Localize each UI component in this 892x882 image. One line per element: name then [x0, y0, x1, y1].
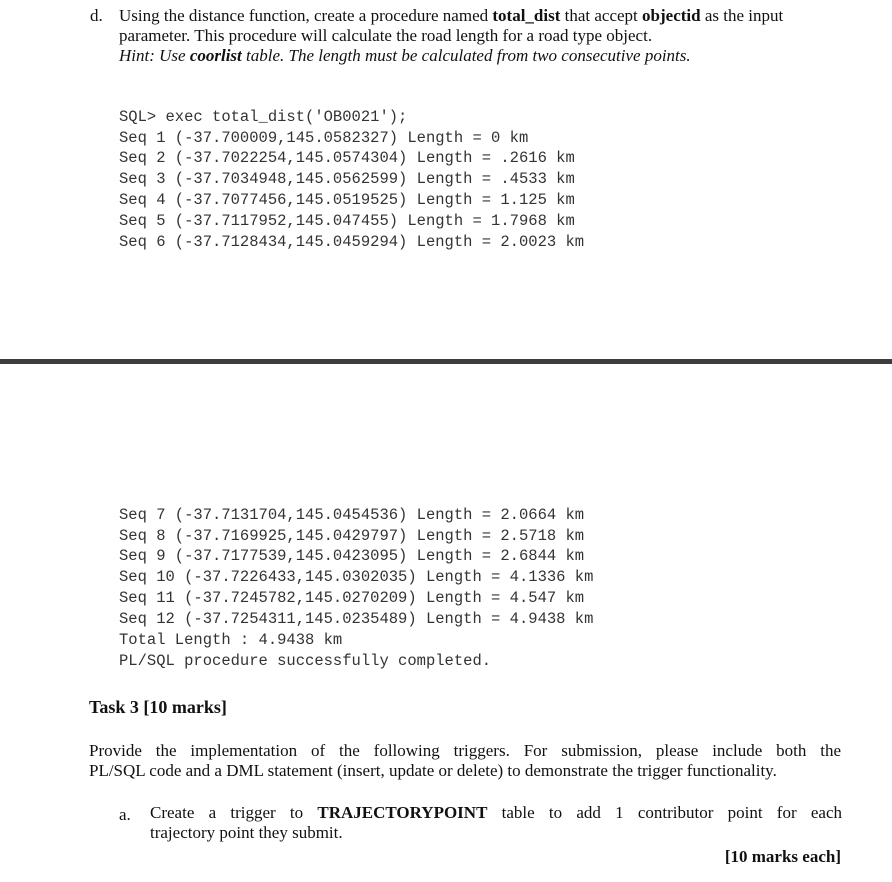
- item-a-text: [150, 803, 842, 843]
- question-line-2: parameter. This procedure will calculate the road length for a road type object.: [119, 26, 653, 45]
- page-divider: [0, 359, 892, 364]
- trigger-table-name: TRAJECTORYPOINT: [317, 803, 488, 822]
- output-line: Seq 12 (-37.7254311,145.0235489) Length = 4.9438 km: [119, 609, 594, 628]
- sql-command-line: SQL> exec total_dist('OB0021');: [119, 107, 408, 126]
- item-a-text-part: Create a trigger to: [150, 803, 318, 822]
- question-line-1: [119, 6, 859, 26]
- question-text-part: as the input: [700, 6, 784, 25]
- hint-text-part: table. The length must be calculated from two consecutive points.: [241, 46, 691, 65]
- output-line: Seq 9 (-37.7177539,145.0423095) Length = 2.6844 km: [119, 547, 585, 566]
- hint-table-name: coorlist: [189, 46, 242, 65]
- output-line: Seq 6 (-37.7128434,145.0459294) Length = 2.0023 km: [119, 232, 585, 251]
- hint-line: [119, 46, 859, 66]
- output-line: Seq 2 (-37.7022254,145.0574304) Length = .2616 km: [119, 149, 575, 168]
- success-message: PL/SQL procedure successfully completed.: [119, 652, 492, 670]
- task-intro-line-1: Provide the implementation of the following triggers. For submission, please include both the: [89, 741, 841, 760]
- item-a-text-part: table to add 1 contributor point for each: [487, 803, 842, 822]
- question-label: d.: [90, 6, 103, 25]
- task-intro-line-2: PL/SQL code and a DML statement (insert, update or delete) to demonstrate the trigger functionality.: [89, 761, 777, 780]
- output-line: Seq 4 (-37.7077456,145.0519525) Length = 1.125 km: [119, 190, 575, 209]
- item-a-line-1: [150, 803, 842, 823]
- sql-output-block-1: [119, 86, 584, 273]
- output-line: Seq 7 (-37.7131704,145.0454536) Length = 2.0664 km: [119, 505, 585, 524]
- question-text-part: Using the distance function, create a procedure named: [119, 6, 493, 25]
- sql-output-block-2: [119, 484, 593, 671]
- output-line: Seq 1 (-37.700009,145.0582327) Length = 0 km: [119, 128, 529, 147]
- question-text: [119, 6, 859, 66]
- total-length-line: Total Length : 4.9438 km: [119, 630, 343, 649]
- question-text-part: that accept: [560, 6, 643, 25]
- output-line: Seq 8 (-37.7169925,145.0429797) Length = 2.5718 km: [119, 526, 585, 545]
- output-line: Seq 5 (-37.7117952,145.047455) Length = 1.7968 km: [119, 211, 575, 230]
- task-intro: [89, 741, 841, 781]
- output-line: Seq 10 (-37.7226433,145.0302035) Length = 4.1336 km: [119, 568, 594, 587]
- hint-text-part: Hint: Use: [119, 46, 190, 65]
- output-line: Seq 11 (-37.7245782,145.0270209) Length = 4.547 km: [119, 588, 585, 607]
- parameter-name: objectid: [642, 6, 701, 25]
- marks-label: [10 marks each]: [724, 847, 841, 866]
- item-a-label: a.: [119, 805, 131, 824]
- procedure-name: total_dist: [492, 6, 561, 25]
- task-title: Task 3 [10 marks]: [89, 697, 227, 717]
- item-a-line-2: trajectory point they submit.: [150, 823, 343, 842]
- output-line: Seq 3 (-37.7034948,145.0562599) Length = .4533 km: [119, 170, 575, 189]
